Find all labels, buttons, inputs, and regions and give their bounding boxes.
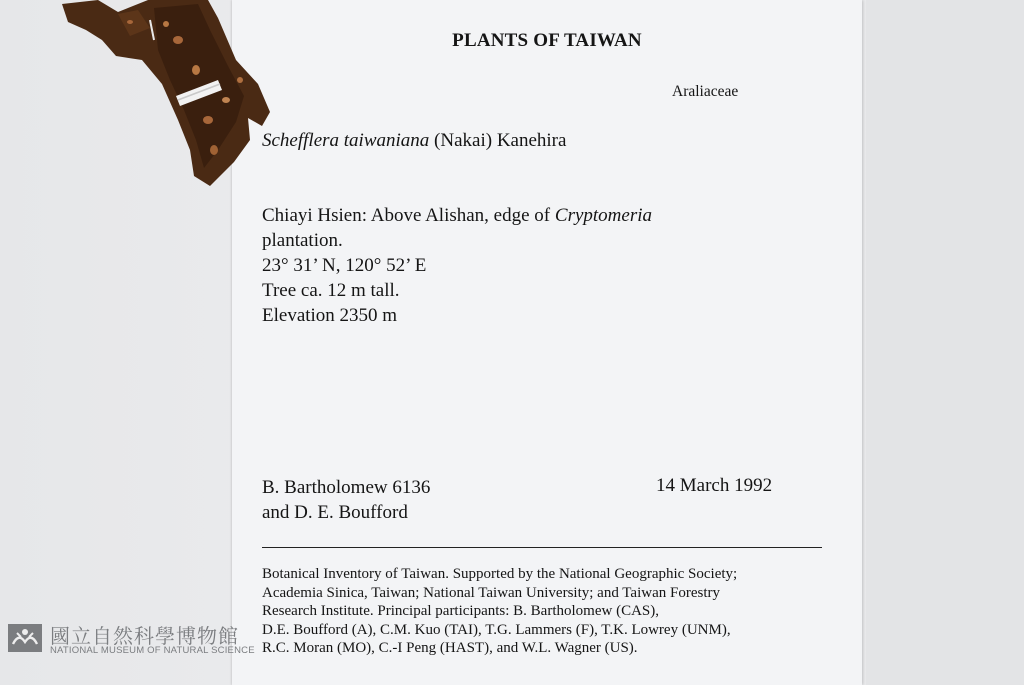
specimen-twig-image xyxy=(58,0,273,190)
museum-name-english: NATIONAL MUSEUM OF NATURAL SCIENCE xyxy=(50,645,255,656)
species-binomial: Schefflera taiwaniana xyxy=(262,130,430,151)
collector-block xyxy=(262,475,430,525)
divider-rule xyxy=(262,547,822,548)
footer-line: Research Institute. Principal participants: B. Bartholomew (CAS), xyxy=(262,603,660,620)
museum-name-chinese: 國立自然科學博物館 xyxy=(50,624,239,648)
label-title: PLANTS OF TAIWAN xyxy=(452,30,642,51)
footer-line: Botanical Inventory of Taiwan. Supported by the National Geographic Society; xyxy=(262,566,738,582)
herbarium-sheet-edge xyxy=(866,0,1024,685)
museum-logo-icon xyxy=(8,624,42,652)
footer-credits xyxy=(262,565,837,658)
coordinates: 23° 31’ N, 120° 52’ E xyxy=(262,255,427,276)
footer-line: D.E. Boufford (A), C.M. Kuo (TAI), T.G. Lammers (F), T.K. Lowrey (UNM), xyxy=(262,621,731,638)
locality-block xyxy=(262,203,652,328)
species-name xyxy=(262,130,566,152)
collection-date: 14 March 1992 xyxy=(656,475,773,496)
elevation: Elevation 2350 m xyxy=(262,305,398,326)
habit: Tree ca. 12 m tall. xyxy=(262,280,400,301)
collector-line-2: and D. E. Boufford xyxy=(262,502,408,523)
family-name: Araliaceae xyxy=(672,83,739,100)
locality-line-1: Chiayi Hsien: Above Alishan, edge of Cryptomeria xyxy=(262,205,652,226)
collector-line-1: B. Bartholomew 6136 xyxy=(262,477,431,498)
footer-line: Academia Sinica, Taiwan; National Taiwan University; and Taiwan Forestry xyxy=(262,584,720,601)
footer-line: R.C. Moran (MO), C.-I Peng (HAST), and W.L. Wagner (US). xyxy=(262,640,638,657)
species-authority: (Nakai) Kanehira xyxy=(429,130,567,151)
locality-line-2: plantation. xyxy=(262,230,343,251)
specimen-label xyxy=(232,0,862,685)
